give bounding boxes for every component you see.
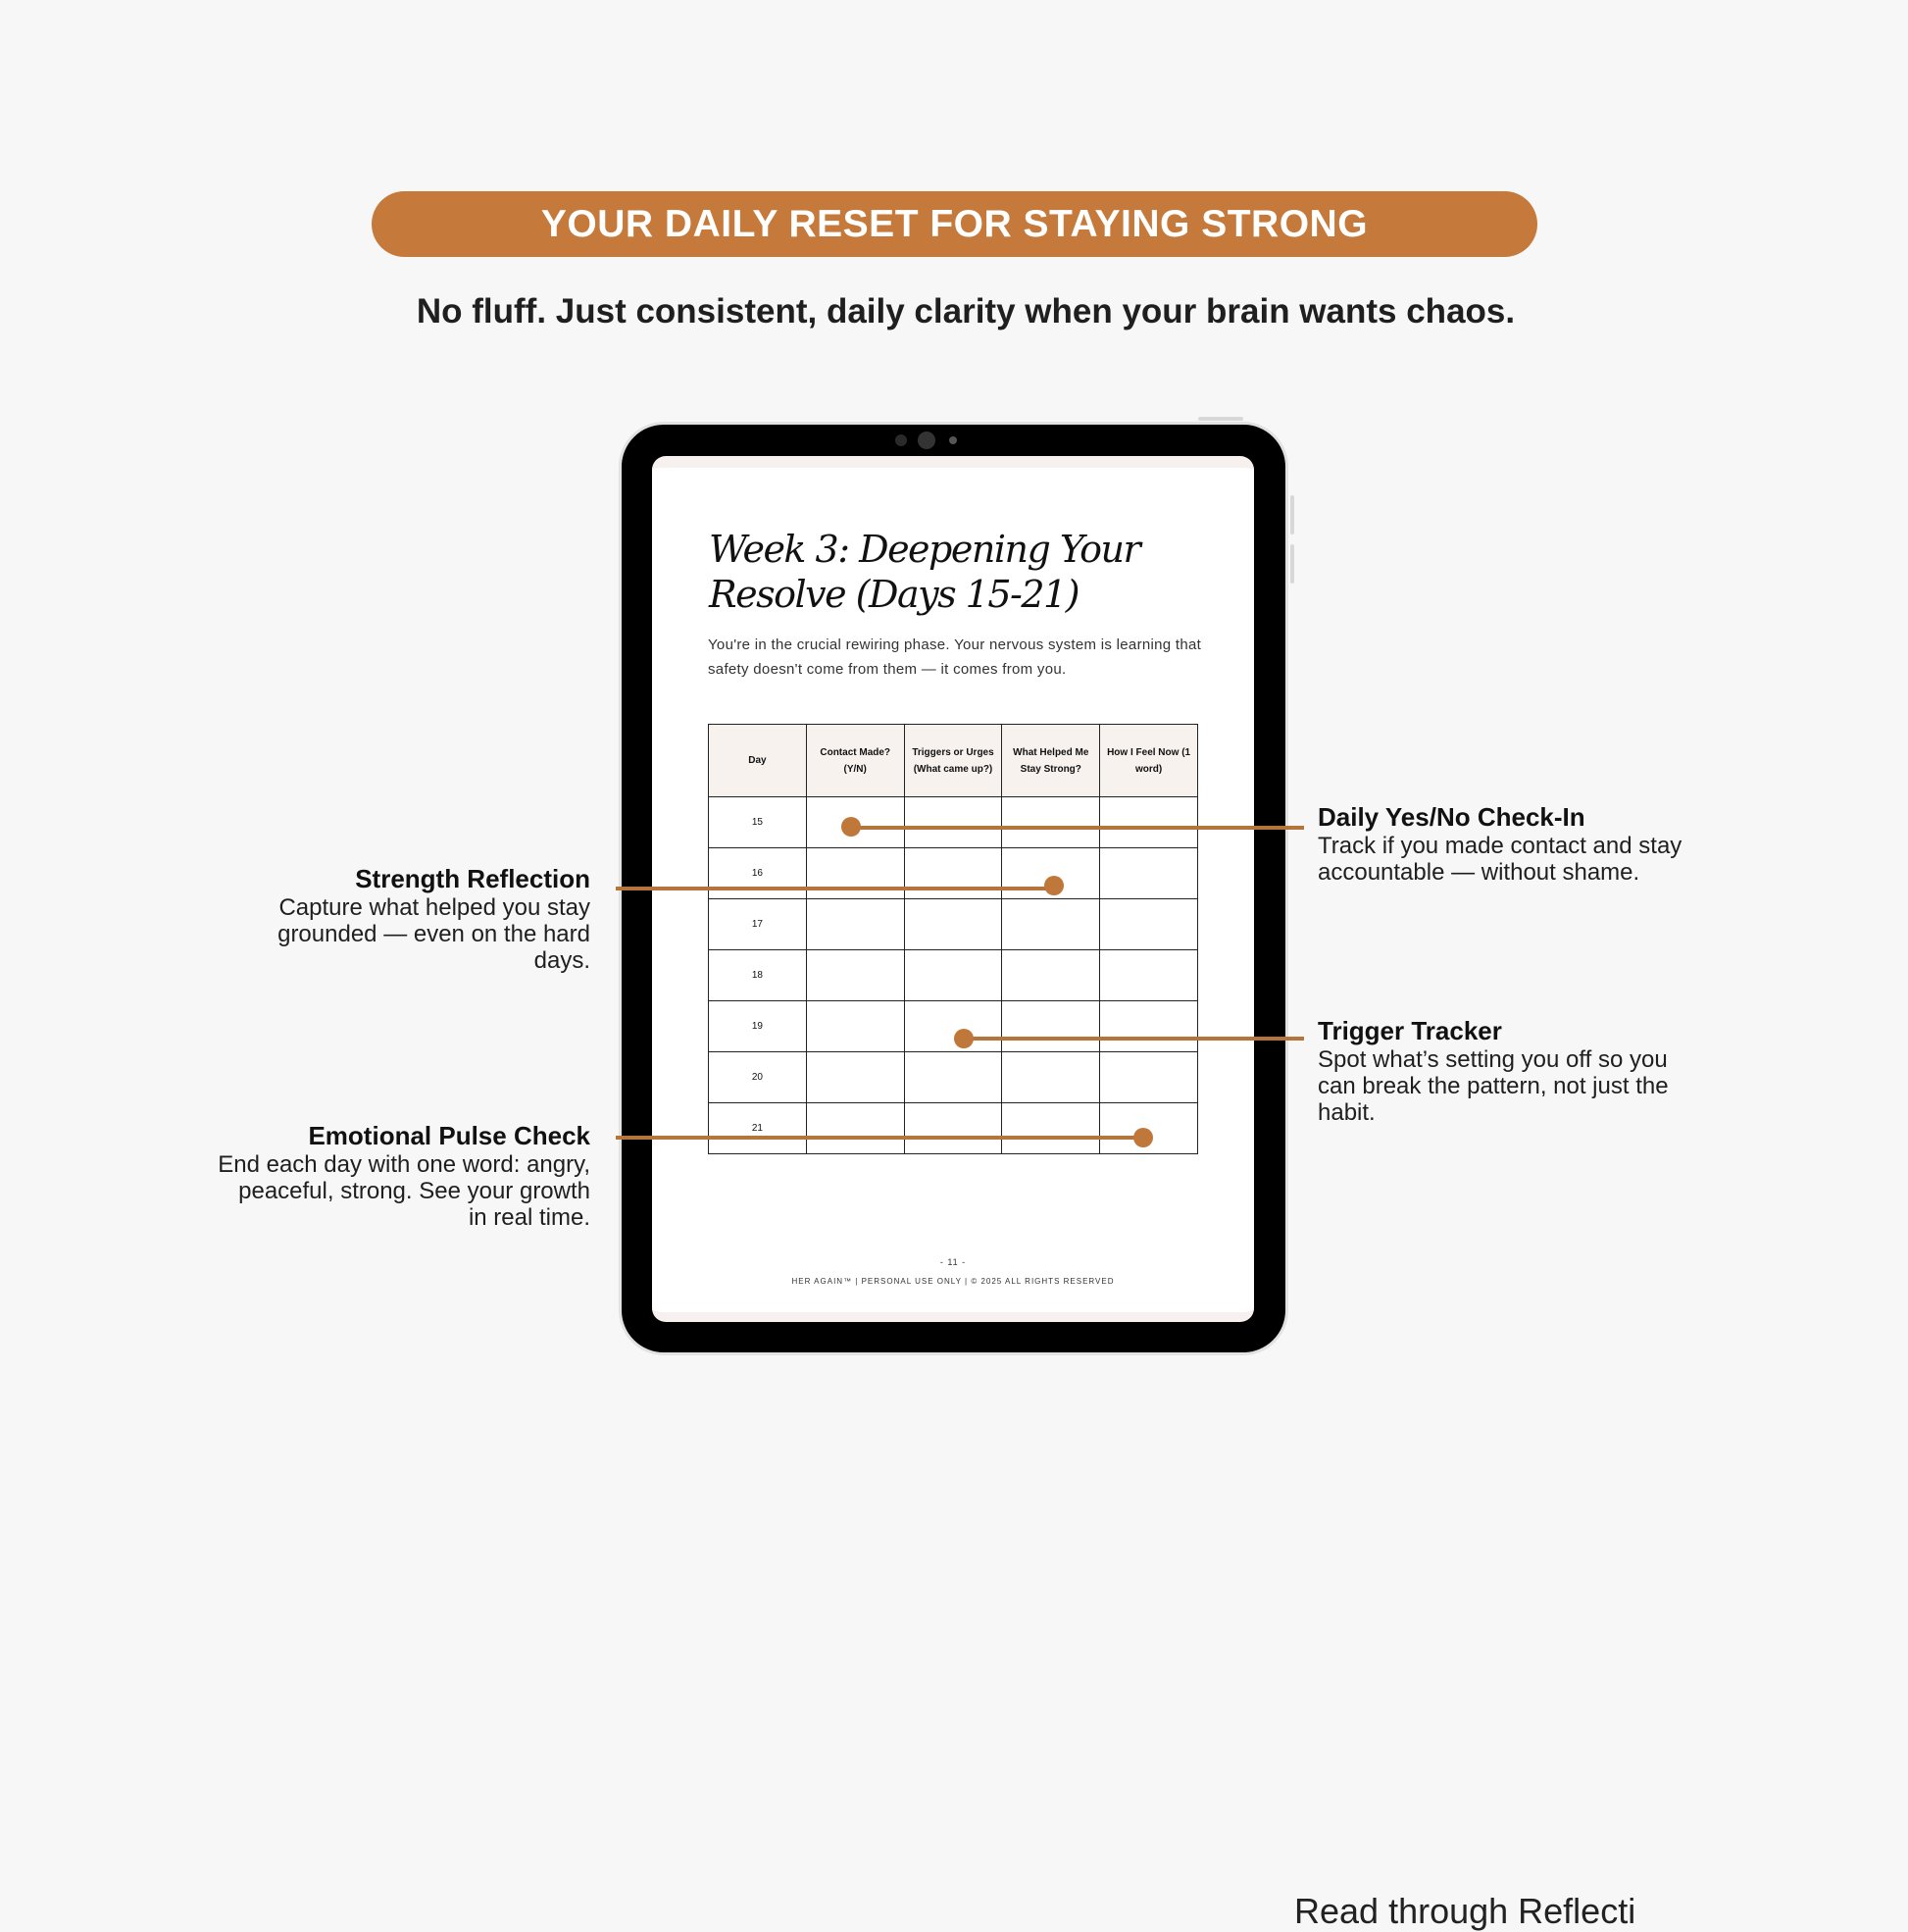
table-cell[interactable] <box>806 1052 904 1103</box>
table-cell[interactable] <box>1002 1001 1100 1052</box>
page-title: Week 3: Deepening Your Resolve (Days 15-21) <box>709 528 1140 616</box>
callout-text: Spot what’s setting you off so you can break the pattern, not just the habit. <box>1318 1046 1669 1126</box>
callout-line-emotional-pulse <box>616 1136 1143 1140</box>
table-cell[interactable] <box>806 1001 904 1052</box>
callout-title: Daily Yes/No Check-In <box>1318 802 1585 832</box>
table-cell[interactable] <box>1002 950 1100 1001</box>
table-cell[interactable] <box>904 950 1002 1001</box>
table-cell[interactable] <box>904 1103 1002 1154</box>
column-header-feel: How I Feel Now (1 word) <box>1100 725 1198 797</box>
callout-line-strength-reflection <box>616 887 1054 890</box>
tablet-camera-icon <box>918 432 935 449</box>
page-footer: HER AGAIN™ | PERSONAL USE ONLY | © 2025 ALL RIGHTS RESERVED <box>791 1277 1115 1286</box>
subtitle: No fluff. Just consistent, daily clarity when your brain wants chaos. <box>416 292 1516 330</box>
callout-text: End each day with one word: angry, peaceful, strong. See your growth in real time. <box>218 1151 590 1231</box>
column-header-helped: What Helped Me Stay Strong? <box>1002 725 1100 797</box>
table-cell[interactable] <box>904 1001 1002 1052</box>
table-cell[interactable] <box>1002 797 1100 848</box>
table-cell[interactable] <box>1100 1103 1198 1154</box>
table-row <box>709 950 1198 1001</box>
day-cell: 18 <box>709 950 807 1001</box>
tablet-volume-down-button <box>1290 544 1294 584</box>
table-row <box>709 1052 1198 1103</box>
callout-text: Track if you made contact and stay accountable — without shame. <box>1318 833 1682 886</box>
table-cell[interactable] <box>1100 1001 1198 1052</box>
table-row <box>709 899 1198 950</box>
callout-line-trigger-tracker <box>964 1037 1304 1041</box>
day-cell: 17 <box>709 899 807 950</box>
callout-title: Strength Reflection <box>355 864 590 893</box>
bottom-partial-heading: Read through Reflecti <box>1294 1891 1636 1931</box>
table-cell[interactable] <box>806 848 904 899</box>
table-cell[interactable] <box>806 899 904 950</box>
table-cell[interactable] <box>806 1103 904 1154</box>
callout-title: Emotional Pulse Check <box>308 1121 590 1150</box>
table-cell[interactable] <box>1100 950 1198 1001</box>
table-cell[interactable] <box>1002 1052 1100 1103</box>
callout-strength-reflection <box>218 863 590 974</box>
day-cell: 19 <box>709 1001 807 1052</box>
tablet-light-sensor-icon <box>949 436 957 444</box>
callout-line-daily-check-in <box>851 826 1304 830</box>
table-row <box>709 797 1198 848</box>
column-header-triggers: Triggers or Urges (What came up?) <box>904 725 1002 797</box>
day-cell: 20 <box>709 1052 807 1103</box>
table-cell[interactable] <box>1100 797 1198 848</box>
tablet-volume-up-button <box>1290 495 1294 534</box>
callout-dot-trigger-tracker <box>954 1029 974 1048</box>
callout-dot-strength-reflection <box>1044 876 1064 895</box>
table-cell[interactable] <box>904 899 1002 950</box>
day-cell: 15 <box>709 797 807 848</box>
table-header-row <box>709 725 1198 797</box>
table-cell[interactable] <box>1100 1052 1198 1103</box>
table-cell[interactable] <box>904 1052 1002 1103</box>
column-header-day: Day <box>709 725 807 797</box>
callout-dot-emotional-pulse <box>1133 1128 1153 1147</box>
table-cell[interactable] <box>806 950 904 1001</box>
callout-emotional-pulse <box>218 1120 590 1231</box>
callout-dot-daily-check-in <box>841 817 861 837</box>
page-intro: You're in the crucial rewiring phase. Your nervous system is learning that safety doesn't come from them — it comes from you. <box>708 636 1202 678</box>
table-cell[interactable] <box>904 797 1002 848</box>
table-cell[interactable] <box>1100 848 1198 899</box>
day-cell: 16 <box>709 848 807 899</box>
day-cell: 21 <box>709 1103 807 1154</box>
table-cell[interactable] <box>1002 1103 1100 1154</box>
table-row <box>709 848 1198 899</box>
section-banner: YOUR DAILY RESET FOR STAYING STRONG <box>372 191 1537 257</box>
column-header-contact: Contact Made? (Y/N) <box>806 725 904 797</box>
tablet-top-button <box>1198 417 1243 421</box>
table-cell[interactable] <box>1100 899 1198 950</box>
callout-title: Trigger Tracker <box>1318 1016 1502 1045</box>
table-row <box>709 1001 1198 1052</box>
page-number: - 11 - <box>939 1257 967 1267</box>
table-cell[interactable] <box>1002 899 1100 950</box>
callout-daily-check-in <box>1318 801 1690 886</box>
tablet-sensor-icon <box>895 434 907 446</box>
table-row <box>709 1103 1198 1154</box>
callout-trigger-tracker <box>1318 1015 1690 1126</box>
callout-text: Capture what helped you stay grounded — even on the hard days. <box>277 894 590 974</box>
tracker-table <box>708 724 1198 1154</box>
table-cell[interactable] <box>904 848 1002 899</box>
